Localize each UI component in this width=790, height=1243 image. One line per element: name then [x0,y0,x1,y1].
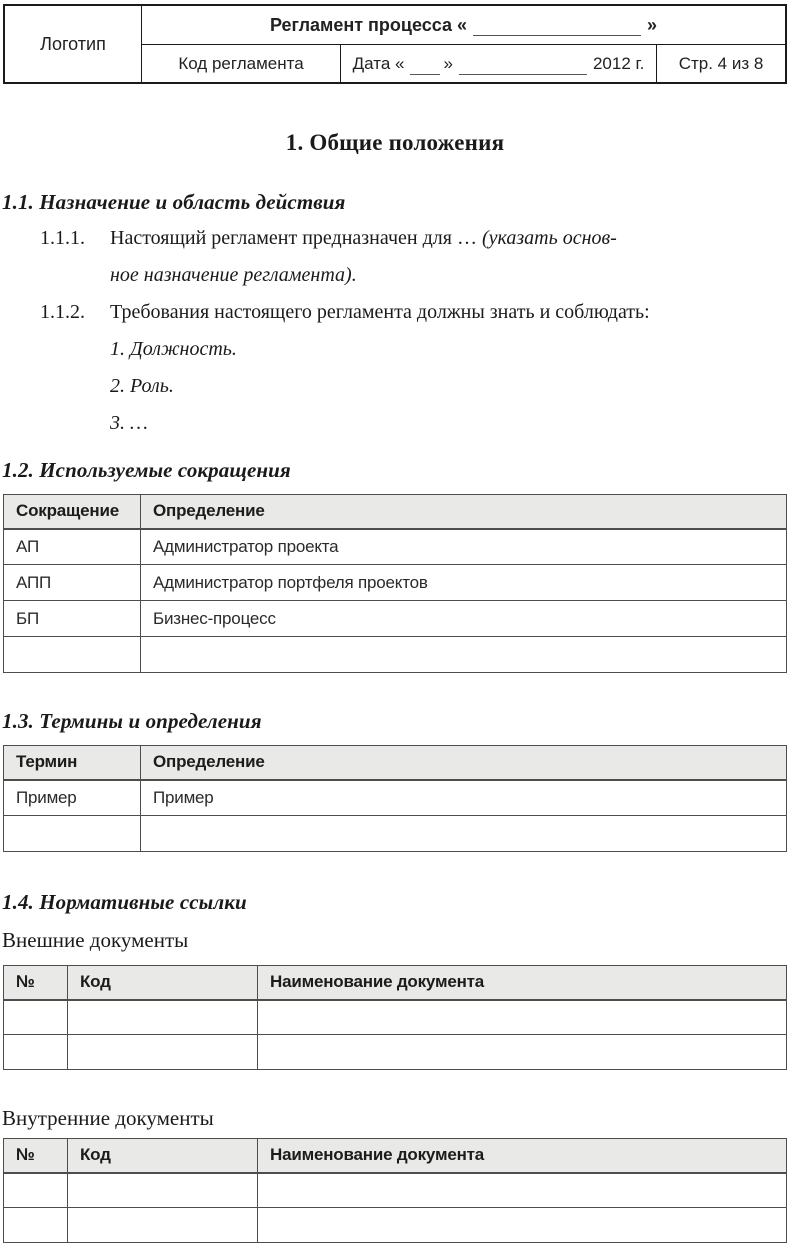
page-number-cell: Стр. 4 из 8 [678,53,764,73]
table-header-cell: № [4,966,68,1000]
paragraph-text: Настоящий регламент предназначен для … [110,227,482,249]
table-header-row [4,1139,787,1173]
table-cell [258,1035,787,1070]
table-header-cell: № [4,1139,68,1173]
table-cell [4,637,141,673]
paragraph-1-1-1 [0,220,790,294]
table-header-cell: Определение [141,746,787,780]
table-cell: АП [4,529,141,565]
internal-documents-label: Внутренние документы [2,1106,214,1130]
table-cell: БП [4,601,141,637]
table-cell [68,1208,258,1243]
table-header-cell: Термин [4,746,141,780]
table-cell: АПП [4,565,141,601]
section-heading-1-3: 1.3. Термины и определения [2,709,262,733]
regulation-code-cell: Код регламента [142,45,341,82]
terms-table [3,745,787,852]
table-header-cell: Наименование документа [258,966,787,1000]
table-cell [258,1208,787,1243]
table-header-row [4,746,787,780]
regulation-title-suffix: » [647,14,658,35]
section-heading-1-2: 1.2. Используемые сокращения [2,458,291,482]
table-row [4,1035,787,1070]
table-header-cell: Сокращение [4,495,141,529]
table-cell: Администратор проекта [141,529,787,565]
date-close-quote: » [443,53,453,73]
table-row [4,816,787,852]
table-row [4,601,787,637]
table-row [4,780,787,816]
list-item: 3. … [110,412,148,434]
section-heading-1-4: 1.4. Нормативные ссылки [2,890,247,914]
table-cell [258,1000,787,1035]
table-cell: Бизнес-процесс [141,601,787,637]
table-cell [68,1000,258,1035]
date-month-blank-line [459,61,587,75]
table-cell [141,637,787,673]
paragraph-number: 1.1.1. [40,227,85,249]
paragraph-number: 1.1.2. [40,301,85,323]
table-header-cell: Код [68,966,258,1000]
table-cell [141,816,787,852]
table-cell [68,1035,258,1070]
list-item: 2. Роль. [110,375,174,397]
paragraph-line: ное назначение регламента). [110,264,357,286]
regulation-title-prefix: Регламент процесса « [269,14,468,35]
table-cell: Администратор портфеля проектов [141,565,787,601]
table-header-row [4,495,787,529]
table-cell [4,1035,68,1070]
table-cell [4,1208,68,1243]
paragraph-text: Требования настоящего регламента должны знать и соблюдать: [110,301,650,323]
table-row [4,637,787,673]
title-blank-line [473,22,641,36]
table-cell [4,816,141,852]
table-header-cell: Наименование документа [258,1139,787,1173]
table-cell: Пример [141,780,787,816]
document-header-table [3,4,787,84]
table-header-row [4,966,787,1000]
table-row [4,1000,787,1035]
date-year: 2012 г. [592,53,645,73]
date-cell [341,45,657,82]
section-heading-1-1: 1.1. Назначение и область действия [2,190,346,214]
main-title: 1. Общие положения [285,130,505,155]
regulation-title-cell [142,6,785,45]
paragraph-line [110,220,790,257]
table-header-cell: Код [68,1139,258,1173]
table-cell [4,1000,68,1035]
table-row [4,565,787,601]
date-day-blank-line [410,61,440,75]
logo-placeholder: Логотип [5,6,142,82]
external-documents-label: Внешние документы [2,928,189,952]
table-cell: Пример [4,780,141,816]
paragraph-text-italic: (указать основ- [481,227,617,249]
table-cell [4,1173,68,1208]
table-row [4,1173,787,1208]
internal-documents-table [3,1138,787,1243]
list-item: 1. Должность. [110,338,237,360]
table-row [4,529,787,565]
abbreviations-table [3,494,787,673]
external-documents-table [3,965,787,1070]
table-cell [68,1173,258,1208]
table-cell [258,1173,787,1208]
paragraph-1-1-2 [0,294,790,331]
table-header-cell: Определение [141,495,787,529]
date-prefix: Дата « [352,53,405,73]
table-row [4,1208,787,1243]
